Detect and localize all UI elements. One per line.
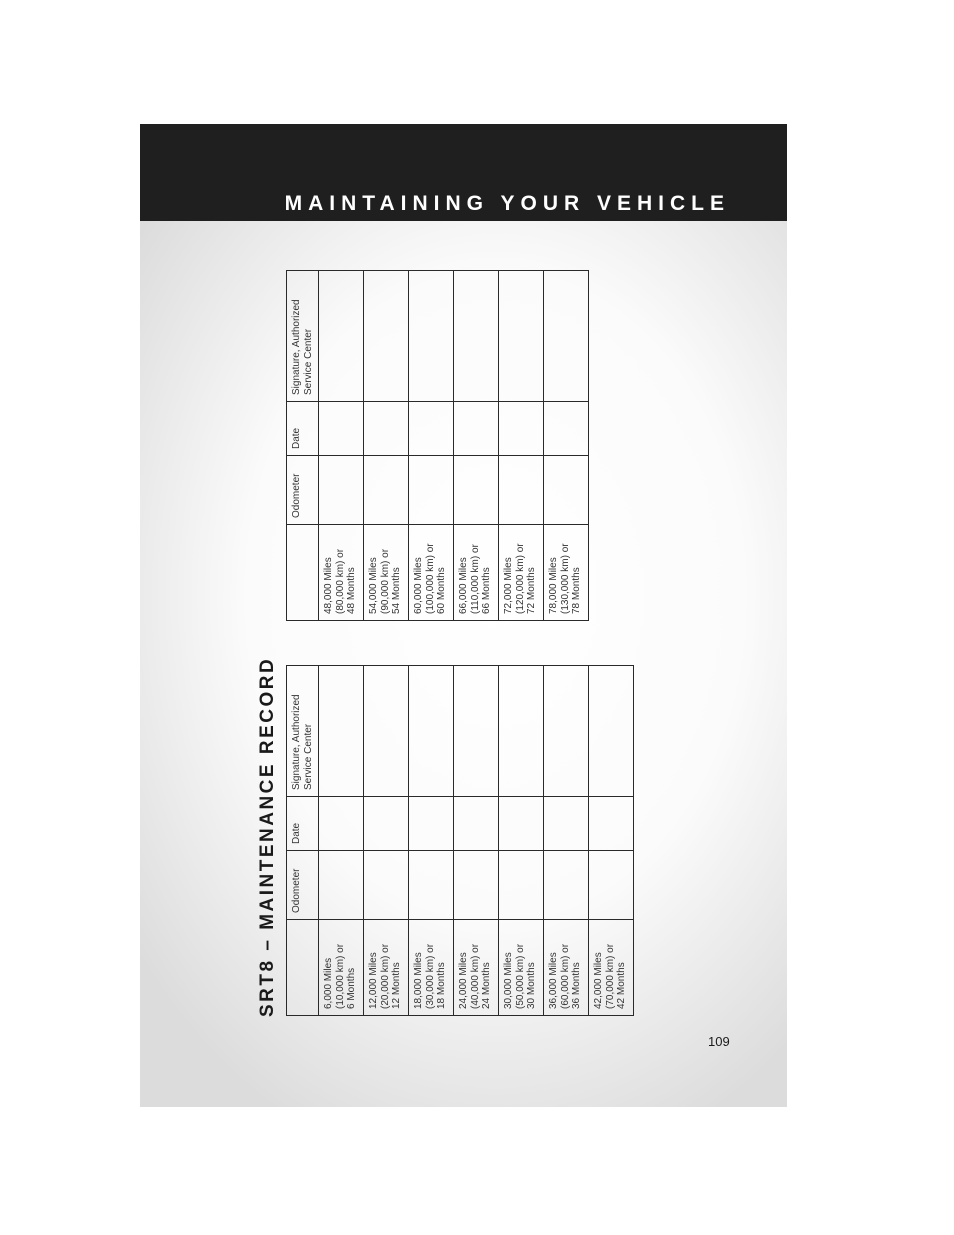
table-header-row: [287, 271, 319, 621]
column-header-odometer: Odometer: [287, 851, 319, 920]
date-cell[interactable]: [454, 797, 499, 851]
signature-cell[interactable]: [364, 666, 409, 797]
section-title: SRT8 – MAINTENANCE RECORD: [257, 656, 278, 1017]
signature-cell[interactable]: [319, 271, 364, 402]
column-header-signature: Signature, Authorized Service Center: [287, 666, 319, 797]
signature-cell[interactable]: [319, 666, 364, 797]
date-cell[interactable]: [499, 797, 544, 851]
maintenance-table-upper: [286, 270, 589, 621]
signature-cell[interactable]: [499, 271, 544, 402]
column-header-interval: [287, 920, 319, 1016]
maintenance-table-lower: [286, 665, 634, 1016]
date-cell[interactable]: [589, 797, 634, 851]
signature-cell[interactable]: [364, 271, 409, 402]
signature-cell[interactable]: [589, 666, 634, 797]
odometer-cell[interactable]: [319, 851, 364, 920]
table-row: [544, 666, 589, 1016]
date-cell[interactable]: [319, 797, 364, 851]
odometer-cell[interactable]: [364, 456, 409, 525]
odometer-cell[interactable]: [319, 456, 364, 525]
page-number: 109: [708, 1034, 730, 1049]
odometer-cell[interactable]: [409, 456, 454, 525]
interval-cell: 36,000 Miles (60,000 km) or 36 Months: [544, 920, 589, 1016]
date-cell[interactable]: [364, 402, 409, 456]
date-cell[interactable]: [499, 402, 544, 456]
interval-cell: 42,000 Miles (70,000 km) or 42 Months: [589, 920, 634, 1016]
odometer-cell[interactable]: [454, 851, 499, 920]
interval-cell: 66,000 Miles (110,000 km) or 66 Months: [454, 525, 499, 621]
interval-cell: 12,000 Miles (20,000 km) or 12 Months: [364, 920, 409, 1016]
date-cell[interactable]: [409, 402, 454, 456]
interval-cell: 78,000 Miles (130,000 km) or 78 Months: [544, 525, 589, 621]
odometer-cell[interactable]: [454, 456, 499, 525]
odometer-cell[interactable]: [544, 851, 589, 920]
table-row: [454, 666, 499, 1016]
table-row: [544, 271, 589, 621]
date-cell[interactable]: [454, 402, 499, 456]
table-row: [589, 666, 634, 1016]
odometer-cell[interactable]: [544, 456, 589, 525]
interval-cell: 24,000 Miles (40,000 km) or 24 Months: [454, 920, 499, 1016]
signature-cell[interactable]: [544, 666, 589, 797]
odometer-cell[interactable]: [589, 851, 634, 920]
table-header-row: [287, 666, 319, 1016]
interval-cell: 18,000 Miles (30,000 km) or 18 Months: [409, 920, 454, 1016]
column-header-date: Date: [287, 402, 319, 456]
date-cell[interactable]: [319, 402, 364, 456]
interval-cell: 48,000 Miles (80,000 km) or 48 Months: [319, 525, 364, 621]
signature-cell[interactable]: [409, 271, 454, 402]
date-cell[interactable]: [364, 797, 409, 851]
odometer-cell[interactable]: [364, 851, 409, 920]
signature-cell[interactable]: [409, 666, 454, 797]
table-row: [454, 271, 499, 621]
signature-cell[interactable]: [454, 271, 499, 402]
table-row: [364, 271, 409, 621]
table-row: [364, 666, 409, 1016]
table-row: [319, 271, 364, 621]
odometer-cell[interactable]: [499, 456, 544, 525]
table-row: [409, 271, 454, 621]
column-header-date: Date: [287, 797, 319, 851]
odometer-cell[interactable]: [499, 851, 544, 920]
interval-cell: 72,000 Miles (120,000 km) or 72 Months: [499, 525, 544, 621]
signature-cell[interactable]: [499, 666, 544, 797]
table-row: [319, 666, 364, 1016]
column-header-odometer: Odometer: [287, 456, 319, 525]
column-header-interval: [287, 525, 319, 621]
interval-cell: 6,000 Miles (10,000 km) or 6 Months: [319, 920, 364, 1016]
table-row: [499, 271, 544, 621]
column-header-signature: Signature, Authorized Service Center: [287, 271, 319, 402]
interval-cell: 30,000 Miles (50,000 km) or 30 Months: [499, 920, 544, 1016]
signature-cell[interactable]: [544, 271, 589, 402]
date-cell[interactable]: [544, 402, 589, 456]
header-title: MAINTAINING YOUR VEHICLE: [284, 192, 730, 215]
table-row: [409, 666, 454, 1016]
interval-cell: 54,000 Miles (90,000 km) or 54 Months: [364, 525, 409, 621]
odometer-cell[interactable]: [409, 851, 454, 920]
table-row: [499, 666, 544, 1016]
signature-cell[interactable]: [454, 666, 499, 797]
date-cell[interactable]: [409, 797, 454, 851]
interval-cell: 60,000 Miles (100,000 km) or 60 Months: [409, 525, 454, 621]
date-cell[interactable]: [544, 797, 589, 851]
